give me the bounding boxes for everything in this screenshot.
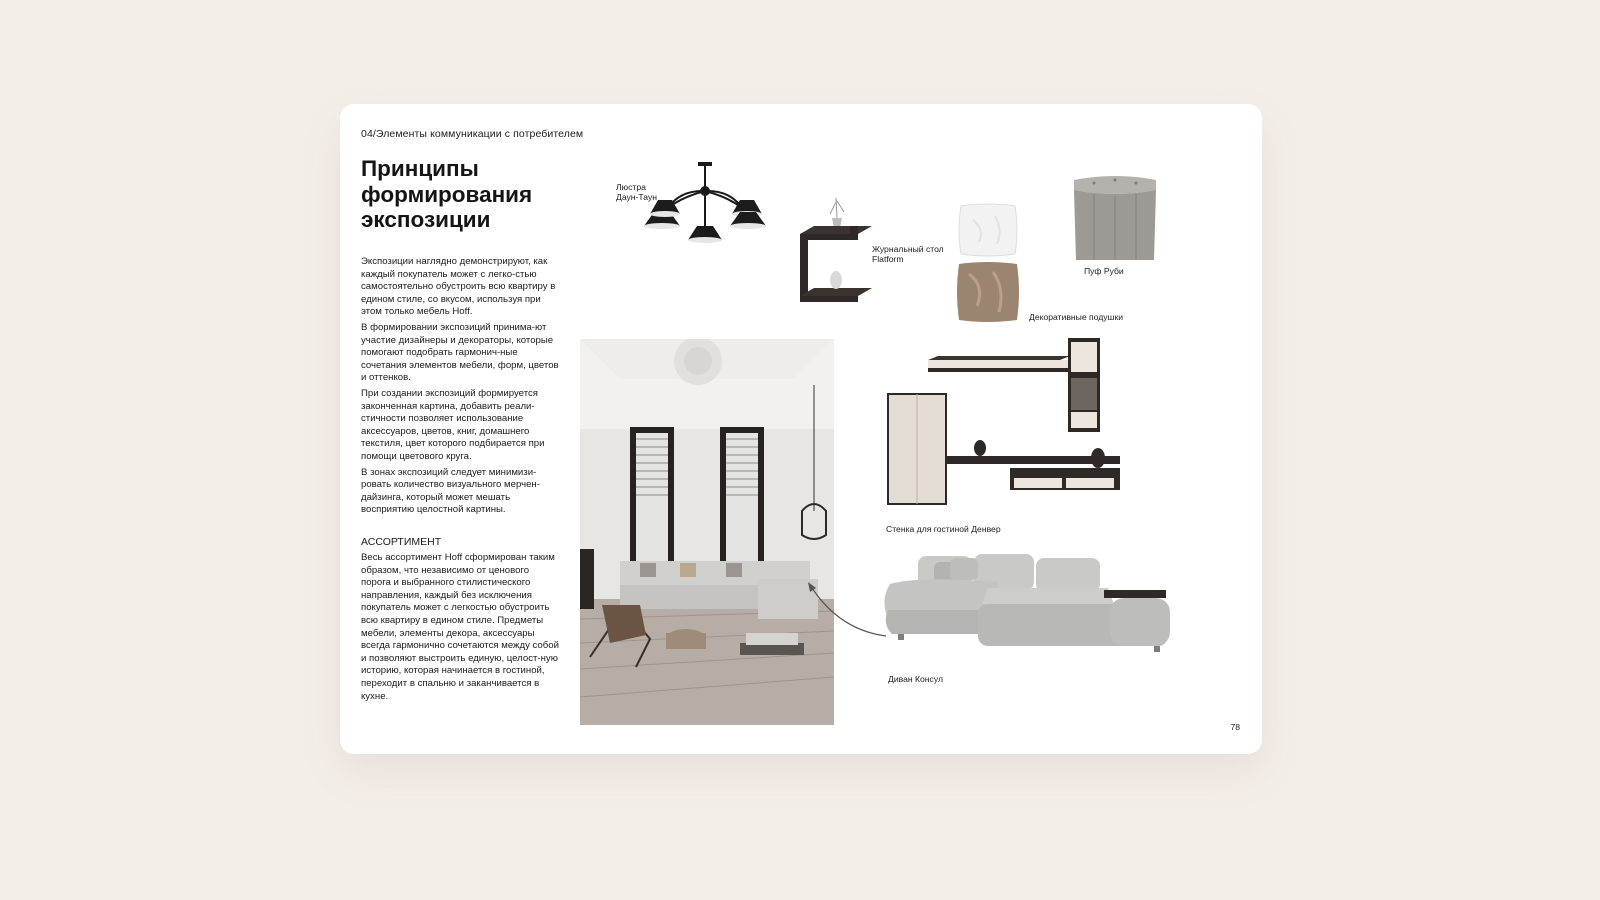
coffee-table-image <box>800 196 872 306</box>
page-title: Принципы формирования экспозиции <box>361 156 533 232</box>
brochure-page <box>340 104 1262 754</box>
sofa-image <box>878 548 1178 668</box>
pouf-caption: Пуф Руби <box>1084 266 1124 276</box>
body-paragraph: В формировании экспозиций принима-ют участие дизайнеры и декораторы, которые помогают подобрать гармонич-ные сочетания элементов мебели, форм, цветов и оттенков. <box>361 321 559 384</box>
cushions-caption: Декоративные подушки <box>1029 312 1124 322</box>
pouf-image <box>1070 172 1160 264</box>
cushions-image <box>955 202 1021 326</box>
assortment-text: Весь ассортимент Hoff сформирован таким образом, что независимо от ценового порога и выбранного стилистического направления, каждый без исключения покупатель может с легкостью обустроить всю квартиру в едином стиле. Предметы мебели, элементы декора, аксессуары всегда гармонично сочетаются между собой и позволяют выстроить единую, целост-ную историю, которая начинается в гостиной, переходит в спальню и заканчивается в кухне. <box>361 552 559 702</box>
chandelier-caption: Люстра Даун-Таун <box>616 182 657 203</box>
wall-unit-image <box>880 338 1120 513</box>
body-paragraph: При создании экспозиций формируется законченная картина, добавить реали-стичности позволяет использование аксессуаров, цветов, книг, домашнего текстиля, цвет которого подбирается при помощи цветового круга. <box>361 387 545 462</box>
wall-unit-caption: Стенка для гостиной Денвер <box>886 524 1001 534</box>
sofa-caption: Диван Консул <box>888 674 943 684</box>
assortment-heading: АССОРТИМЕНТ <box>361 536 442 548</box>
body-text <box>361 256 561 520</box>
page-number: 78 <box>1230 722 1240 732</box>
body-paragraph: В зонах экспозиций следует минимизи-ровать количество визуального мерчен-дайзинга, который может мешать восприятию целостной картины. <box>361 466 540 516</box>
coffee-table-caption: Журнальный стол Flatform <box>872 244 944 265</box>
section-kicker: 04/Элементы коммуникации с потребителем <box>361 128 584 140</box>
pointer-arrow <box>800 574 890 644</box>
body-paragraph: Экспозиции наглядно демонстрируют, как каждый покупатель может с легко-стью самостоятельно обустроить всю квартиру в едином стиле, со вкусом, используя при этом только мебель Hoff. <box>361 256 556 318</box>
living-room-photo <box>580 339 834 725</box>
chandelier-image <box>640 160 770 250</box>
